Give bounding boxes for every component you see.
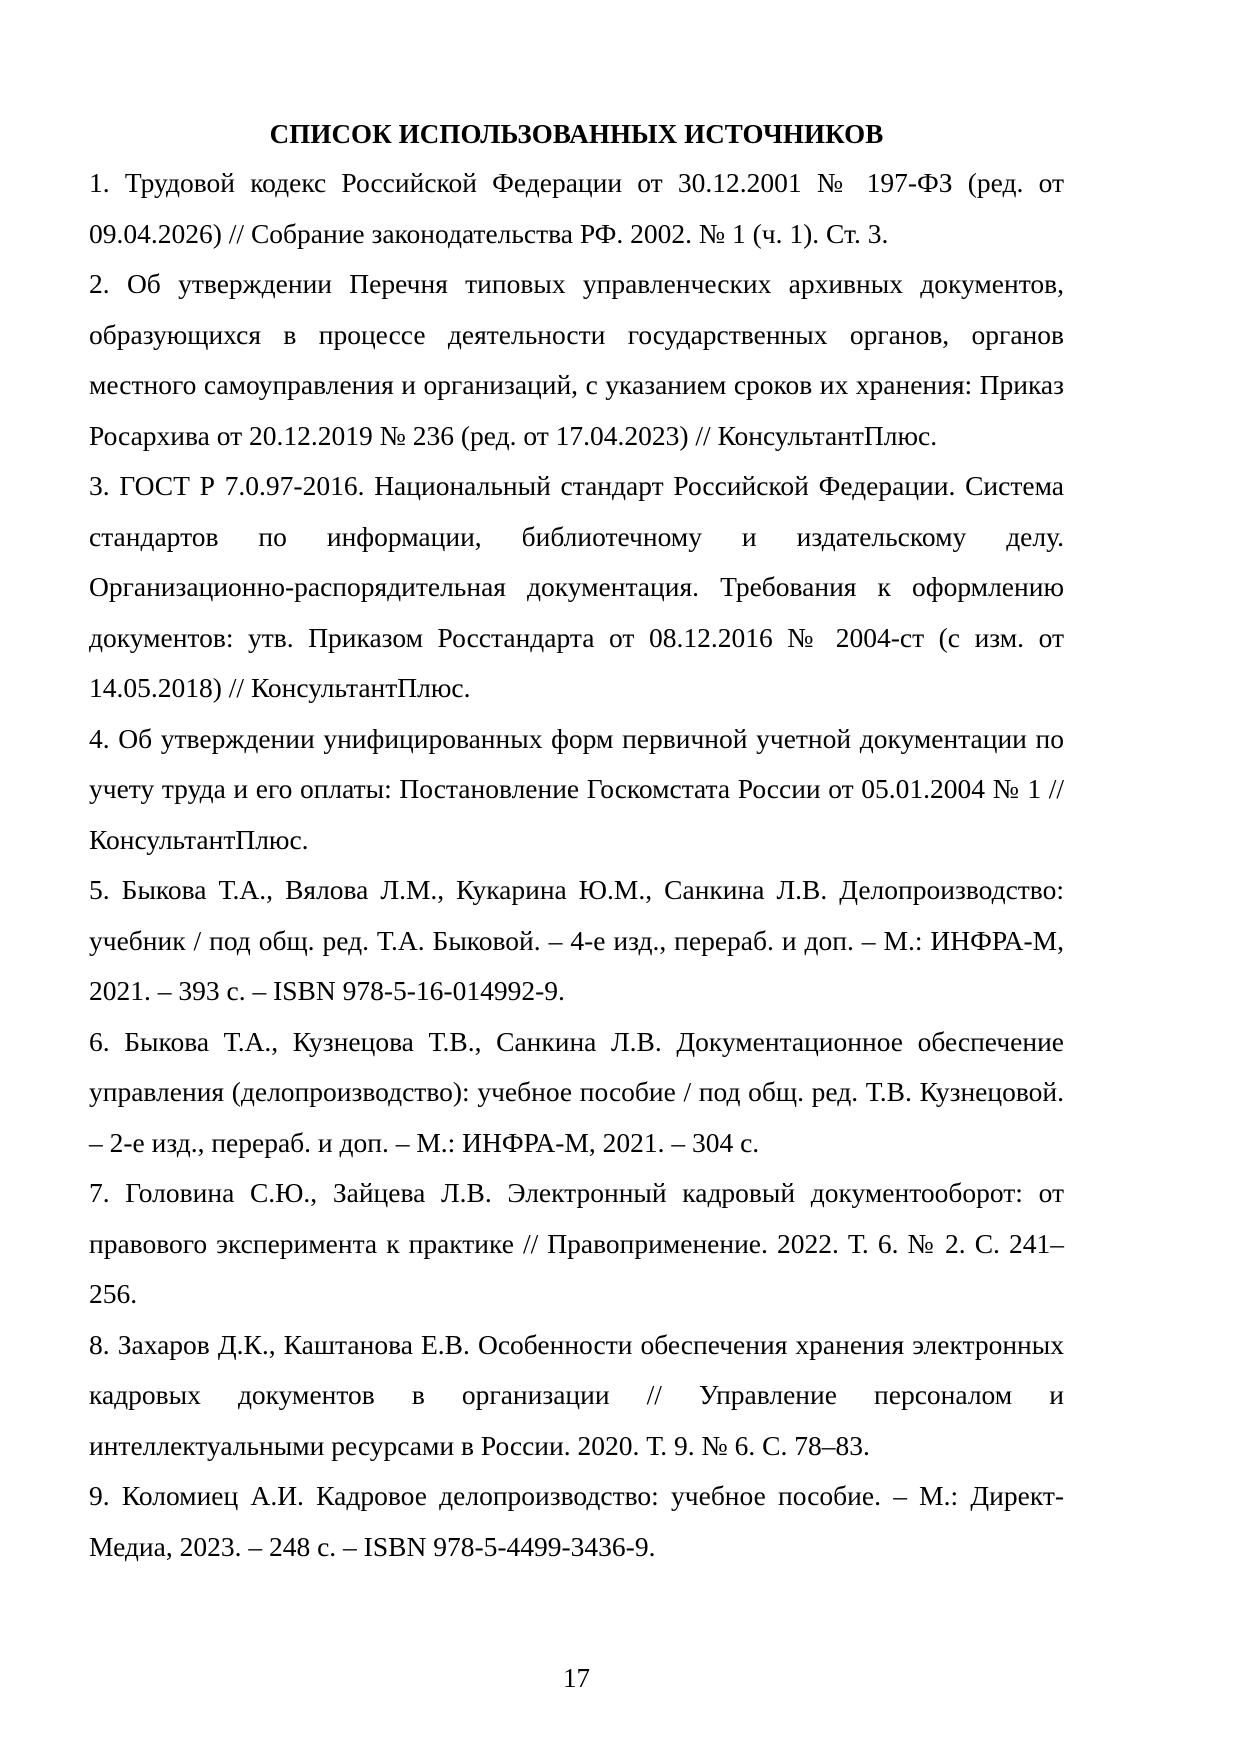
reference-item-2: 2. Об утверждении Перечня типовых управленческих архивных документов, образующихся в процессе деятельности государственных органов, органов местного самоуправления и организаций, с указанием сроков их хранения: Приказ Росархива от 20.12.2019 № 236 (ред. от 17.04.2023) // КонсультантПлюс.: [89, 268, 1064, 451]
reference-item-7: 7. Головина С.Ю., Зайцева Л.В. Электронный кадровый документооборот: от правового эксперимента к практике // Правоприменение. 2022. Т. 6. № 2. С. 241–256.: [89, 1177, 1064, 1309]
page-number: 17: [563, 1663, 590, 1693]
reference-item-3: 3. ГОСТ Р 7.0.97-2016. Национальный стандарт Российской Федерации. Система стандартов по информации, библиотечному и издательскому делу. Организационно-распорядительная документация. Требования к оформлению документов: утв. Приказом Росстандарта от 08.12.2016 № 2004-ст (с изм. от 14.05.2018) // КонсультантПлюс.: [89, 470, 1064, 703]
reference-item-9: 9. Коломиец А.И. Кадровое делопроизводство: учебное пособие. – М.: Директ-Медиа, 2023. – 248 с. – ISBN 978-5-4499-3436-9.: [89, 1480, 1064, 1562]
reference-item-8: 8. Захаров Д.К., Каштанова Е.В. Особенности обеспечения хранения электронных кадровых документов в организации // Управление персоналом и интеллектуальными ресурсами в России. 2020. Т. 9. № 6. С. 78–83.: [89, 1328, 1064, 1461]
references-list: [89, 158, 1064, 1572]
references-title: СПИСОК ИСПОЛЬЗОВАННЫХ ИСТОЧНИКОВ: [269, 119, 884, 149]
reference-item-6: 6. Быкова Т.А., Кузнецова Т.В., Санкина Л.В. Документационное обеспечение управления (делопроизводство): учебное пособие / под общ. ред. Т.В. Кузнецовой. – 2-е изд., перераб. и доп. – М.: ИНФРА-М, 2021. – 304 с.: [89, 1025, 1064, 1158]
reference-item-4: 4. Об утверждении унифицированных форм первичной учетной документации по учету труда и его оплаты: Постановление Госкомстата России от 05.01.2004 № 1 // КонсультантПлюс.: [89, 722, 1064, 855]
reference-item-1: 1. Трудовой кодекс Российской Федерации от 30.12.2001 № 197-ФЗ (ред. от 09.04.2026) // Собрание законодательства РФ. 2002. № 1 (ч. 1). Ст. 3.: [89, 167, 1064, 249]
reference-item-5: 5. Быкова Т.А., Вялова Л.М., Кукарина Ю.М., Санкина Л.В. Делопроизводство: учебник / под общ. ред. Т.А. Быковой. – 4-е изд., перераб. и доп. – М.: ИНФРА-М, 2021. – 393 с. – ISBN 978-5-16-014992-9.: [89, 874, 1064, 1006]
